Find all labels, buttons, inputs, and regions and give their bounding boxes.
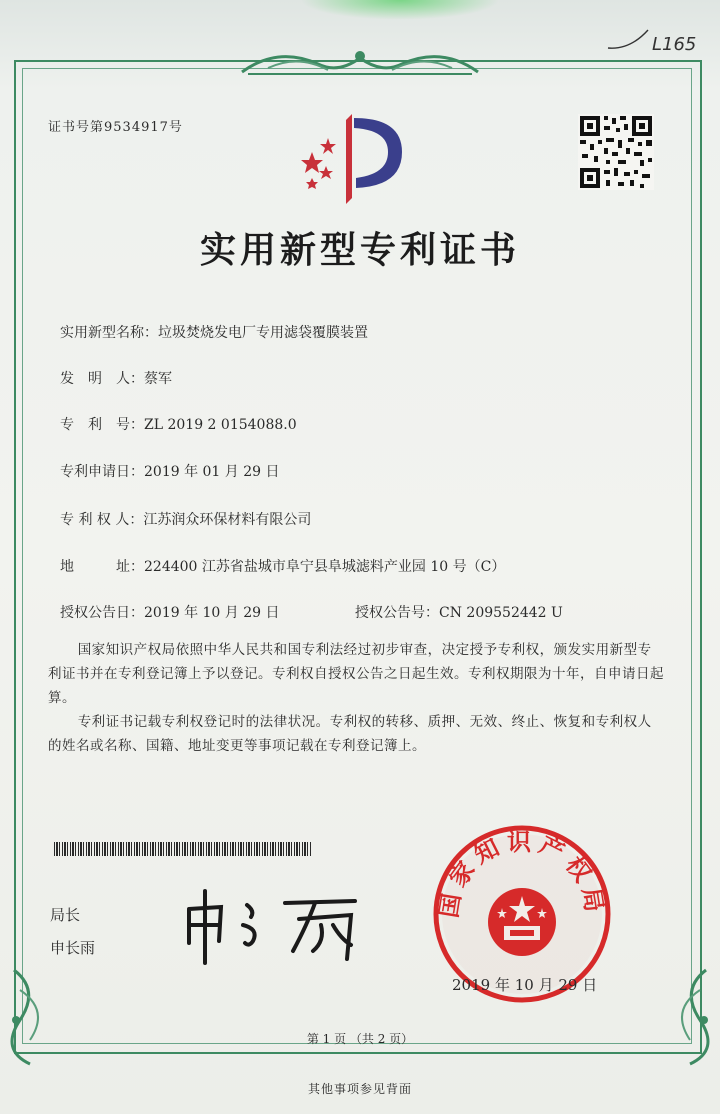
field-address [60,556,505,576]
inventor-value: 蔡军 [144,371,172,387]
field-application-date [60,461,280,481]
bottom-left-ornament-icon [0,960,70,1070]
page-number: 第 1 页 （共 2 页） [306,1032,414,1046]
grant-date-label: 授权公告日： [60,605,144,621]
barcode-icon [54,842,312,856]
patentee-label: 专 利 权 人： [60,512,144,528]
footer-note: 其他事项参见背面 [307,1082,412,1096]
field-grant-number [355,602,563,622]
field-grant-date [60,602,280,622]
address-label: 地 址： [60,559,144,575]
utility-model-name-value: 垃圾焚烧发电厂专用滤袋覆膜装置 [158,325,368,341]
statement-paragraph-1: 国家知识产权局依照中华人民共和国专利法经过初步审查，决定授予专利权，颁发实用新型专利证书并在专利登记簿上予以登记。专利权自授权公告之日起生效。专利权期限为十年，自申请日起算。 [48,642,664,706]
inventor-label: 发 明 人： [60,371,144,387]
statement-paragraph-2: 专利证书记载专利权登记时的法律状况。专利权的转移、质押、无效、终止、恢复和专利权人的姓名或名称、国籍、地址变更等事项记载在专利登记簿上。 [48,714,652,754]
field-utility-model-name [60,322,368,342]
patent-number-label: 专 利 号： [60,417,144,433]
certificate-title: 实用新型专利证书 [199,229,520,271]
director-signature [175,885,375,965]
patent-number-value: ZL 2019 2 0154088.0 [144,417,297,433]
handwritten-note [600,18,710,58]
field-patent-number [60,414,297,434]
svg-text:国家知识产权局: 国家知识产权局 [434,828,610,920]
qr-code-icon [578,114,654,190]
director-title: 局长 [50,906,81,924]
svg-text:L165: L165 [652,34,697,55]
patentee-value: 江苏润众环保材料有限公司 [143,512,312,528]
top-ornament-icon [238,44,482,80]
application-date-value: 2019 年 01 月 29 日 [144,464,280,480]
application-date-label: 专利申请日： [60,464,144,480]
certificate-number: 证书号第9534917号 [48,120,183,135]
grant-number-label: 授权公告号： [355,605,439,621]
field-inventor [60,368,172,388]
grant-date-value: 2019 年 10 月 29 日 [144,605,280,621]
director-name: 申长雨 [50,939,96,957]
address-value: 224400 江苏省盐城市阜宁县阜城滤料产业园 10 号（C） [144,559,506,575]
grant-number-value: CN 209552442 U [439,605,563,621]
cnipa-logo-icon [290,108,420,208]
utility-model-name-label: 实用新型名称： [60,325,158,341]
field-patentee [60,509,311,529]
bottom-right-ornament-icon [650,960,720,1070]
issue-date: 2019 年 10 月 29 日 [452,976,598,994]
top-light-glare [300,0,500,20]
